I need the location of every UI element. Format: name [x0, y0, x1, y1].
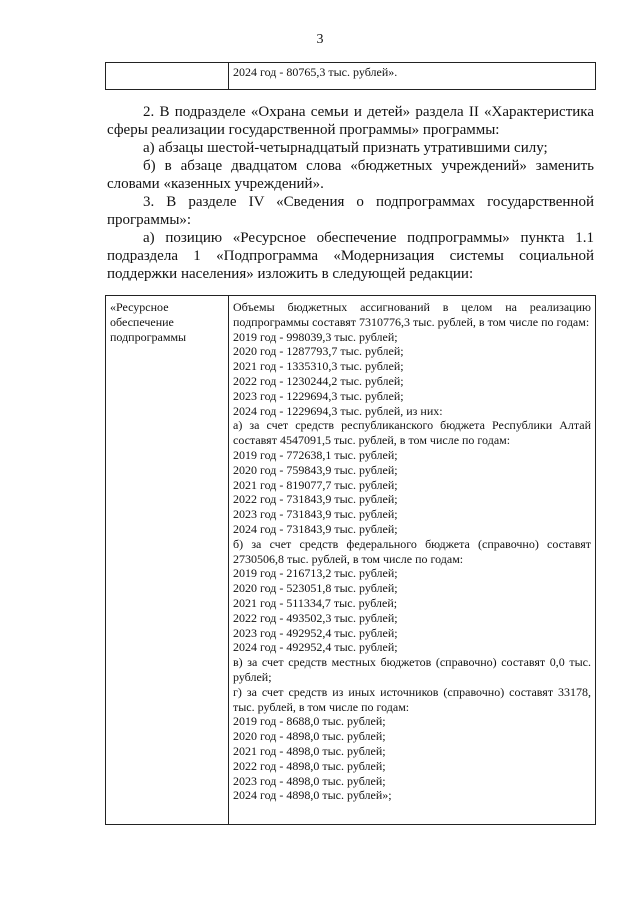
resource-label-cell: «Ресурсное обеспечение подпрограммы	[106, 296, 229, 825]
resource-line: 2019 год - 216713,2 тыс. рублей;	[233, 566, 398, 581]
paragraph-subitem-a-2: а) позицию «Ресурсное обеспечение подпрограммы» пункта 1.1 подраздела 1 «Подпрограмма «Модернизация системы социальной поддержки населения» изложить в следующей редакции:	[107, 230, 594, 282]
paragraph-subitem-a: а) абзацы шестой-четырнадцатый признать утратившими силу;	[143, 140, 548, 156]
resource-line: 2020 год - 523051,8 тыс. рублей;	[233, 581, 398, 596]
paragraph-item-3: 3. В разделе IV «Сведения о подпрограммах государственной программы»:	[107, 194, 594, 228]
resource-line: в) за счет средств местных бюджетов (справочно) составят 0,0 тыс. рублей;	[233, 655, 591, 684]
resource-line: 2020 год - 4898,0 тыс. рублей;	[233, 729, 386, 744]
resource-line: 2023 год - 492952,4 тыс. рублей;	[233, 625, 398, 640]
resource-line: 2021 год - 4898,0 тыс. рублей;	[233, 743, 386, 758]
amendment-text	[107, 103, 594, 283]
table-cell-value: 2024 год - 80765,3 тыс. рублей».	[229, 63, 596, 90]
resource-line: а) за счет средств республиканского бюджета Республики Алтай составят 4547091,5 тыс. рублей, в том числе по годам:	[233, 418, 591, 448]
table-row	[106, 296, 596, 825]
table-cell-empty	[106, 63, 229, 90]
resource-line: 2024 год - 492952,4 тыс. рублей;	[233, 640, 398, 655]
resource-content-cell	[229, 296, 596, 825]
resource-line: Объемы бюджетных ассигнований в целом на реализацию подпрограммы составят 7310776,3 тыс. рублей, в том числе по годам:	[233, 300, 591, 329]
resource-line: 2022 год - 731843,9 тыс. рублей;	[233, 492, 398, 507]
resource-line: 2021 год - 511334,7 тыс. рублей;	[233, 595, 398, 610]
continued-table	[105, 62, 596, 90]
resource-table	[105, 295, 596, 825]
resource-line: г) за счет средств из иных источников (справочно) составят 33178, тыс. рублей, в том числе по годам:	[233, 684, 591, 714]
resource-line: 2019 год - 998039,3 тыс. рублей;	[233, 329, 398, 344]
resource-line: 2024 год - 1229694,3 тыс. рублей, из них:	[233, 403, 443, 418]
page-number: 3	[316, 32, 324, 47]
paragraph-item-2: 2. В подразделе «Охрана семьи и детей» раздела II «Характеристика сферы реализации государственной программы» программы:	[107, 104, 594, 138]
resource-line: 2022 год - 4898,0 тыс. рублей;	[233, 758, 386, 773]
resource-line: 2023 год - 731843,9 тыс. рублей;	[233, 507, 398, 522]
resource-line: 2023 год - 4898,0 тыс. рублей;	[233, 773, 386, 788]
resource-line: 2024 год - 731843,9 тыс. рублей;	[233, 521, 398, 536]
resource-line: 2024 год - 4898,0 тыс. рублей»;	[233, 788, 392, 803]
paragraph-subitem-b: б) в абзаце двадцатом слова «бюджетных учреждений» заменить словами «казенных учреждений».	[107, 158, 594, 192]
resource-line: 2020 год - 1287793,7 тыс. рублей;	[233, 344, 404, 359]
resource-line: 2023 год - 1229694,3 тыс. рублей;	[233, 388, 404, 403]
resource-line: 2021 год - 1335310,3 тыс. рублей;	[233, 359, 404, 374]
table-row	[106, 63, 596, 90]
resource-line: 2020 год - 759843,9 тыс. рублей;	[233, 462, 398, 477]
resource-line: 2022 год - 493502,3 тыс. рублей;	[233, 610, 398, 625]
resource-line: б) за счет средств федерального бюджета (справочно) составят 2730506,8 тыс. рублей, в том числе по годам:	[233, 536, 591, 566]
resource-line: 2019 год - 8688,0 тыс. рублей;	[233, 714, 386, 729]
resource-line: 2021 год - 819077,7 тыс. рублей;	[233, 477, 398, 492]
resource-line: 2022 год - 1230244,2 тыс. рублей;	[233, 373, 404, 388]
resource-line: 2019 год - 772638,1 тыс. рублей;	[233, 447, 398, 462]
